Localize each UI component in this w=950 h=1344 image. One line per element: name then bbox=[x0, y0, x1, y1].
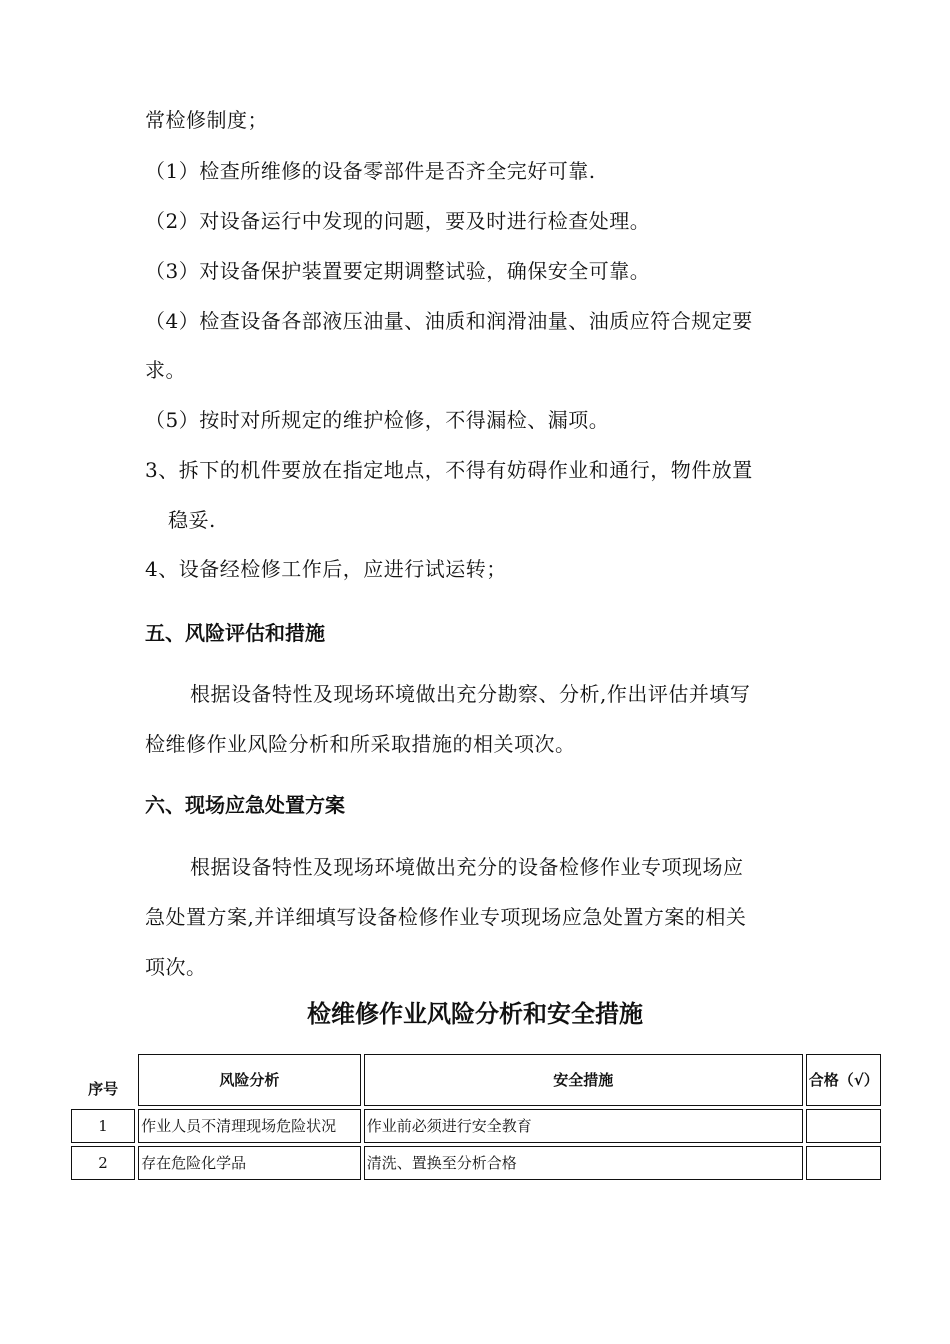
section-heading-risk: 五、风险评估和措施 bbox=[145, 621, 325, 645]
body-line: （1）检查所维修的设备零部件是否齐全完好可靠. bbox=[145, 159, 596, 183]
section-paragraph-line: 项次。 bbox=[145, 955, 207, 979]
body-line: （3）对设备保护装置要定期调整试验，确保安全可靠。 bbox=[145, 259, 651, 283]
row-qualified-cell[interactable] bbox=[806, 1109, 881, 1143]
row-index: 2 bbox=[71, 1146, 135, 1180]
row-risk: 存在危险化学品 bbox=[138, 1146, 361, 1180]
body-line: 3、拆下的机件要放在指定地点，不得有妨碍作业和通行，物件放置 bbox=[145, 458, 753, 482]
row-index: 1 bbox=[71, 1109, 135, 1143]
table-header-row bbox=[71, 1054, 881, 1106]
table-title: 检维修作业风险分析和安全措施 bbox=[307, 1000, 643, 1028]
header-index: 序号 bbox=[88, 1080, 119, 1098]
body-line: （4）检查设备各部液压油量、油质和润滑油量、油质应符合规定要 bbox=[145, 309, 753, 333]
table-row bbox=[71, 1109, 881, 1143]
row-qualified-cell[interactable] bbox=[806, 1146, 881, 1180]
body-line: 求。 bbox=[145, 358, 186, 382]
table-row bbox=[71, 1146, 881, 1180]
header-safety-measures: 安全措施 bbox=[364, 1054, 803, 1106]
body-line: 常检修制度； bbox=[145, 108, 268, 132]
section-paragraph-line: 根据设备特性及现场环境做出充分的设备检修作业专项现场应 bbox=[190, 855, 744, 879]
section-heading-emergency: 六、现场应急处置方案 bbox=[145, 793, 345, 817]
body-line: （5）按时对所规定的维护检修，不得漏检、漏项。 bbox=[145, 408, 610, 432]
section-paragraph-line: 急处置方案,并详细填写设备检修作业专项现场应急处置方案的相关 bbox=[145, 905, 747, 929]
row-measure: 清洗、置换至分析合格 bbox=[364, 1146, 803, 1180]
header-qualified: 合格（√） bbox=[806, 1054, 881, 1106]
risk-table bbox=[68, 1051, 884, 1183]
section-paragraph-line: 检维修作业风险分析和所采取措施的相关项次。 bbox=[145, 732, 576, 756]
header-risk-analysis: 风险分析 bbox=[138, 1054, 361, 1106]
body-line: 稳妥. bbox=[168, 508, 216, 532]
row-measure: 作业前必须进行安全教育 bbox=[364, 1109, 803, 1143]
section-paragraph-line: 根据设备特性及现场环境做出充分勘察、分析,作出评估并填写 bbox=[190, 682, 751, 706]
row-risk: 作业人员不清理现场危险状况 bbox=[138, 1109, 361, 1143]
body-line: 4、设备经检修工作后，应进行试运转； bbox=[145, 557, 507, 581]
body-line: （2）对设备运行中发现的问题，要及时进行检查处理。 bbox=[145, 209, 651, 233]
